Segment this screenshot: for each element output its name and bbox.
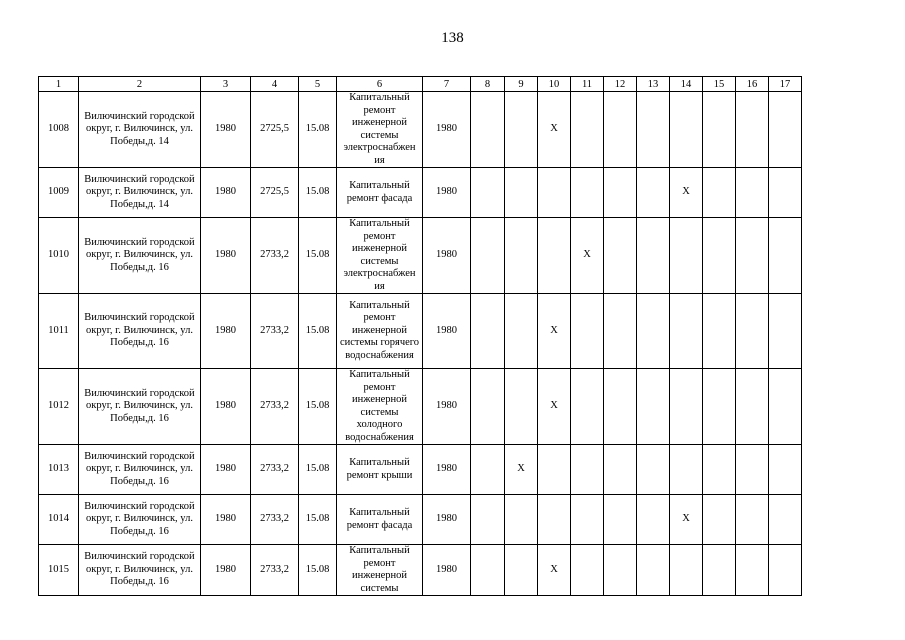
plan-year-cell: 1980 [423,218,471,294]
column-header-12: 12 [604,77,637,92]
row-number-cell: 1010 [39,218,79,294]
work-type-cell: Капитальный ремонт инженерной системы [337,545,423,596]
column-header-15: 15 [703,77,736,92]
empty-cell [736,369,769,445]
empty-cell [637,294,670,369]
empty-cell [505,545,538,596]
empty-cell [769,445,802,495]
column-header-9: 9 [505,77,538,92]
year-built-cell: 1980 [201,495,251,545]
empty-cell [703,495,736,545]
empty-cell [769,294,802,369]
empty-cell [703,168,736,218]
work-type-cell: Капитальный ремонт крыши [337,445,423,495]
year-built-cell: 1980 [201,218,251,294]
empty-cell [571,495,604,545]
empty-cell [769,495,802,545]
empty-cell [703,218,736,294]
empty-cell [604,445,637,495]
column-header-1: 1 [39,77,79,92]
table-row [39,545,802,596]
table-row [39,445,802,495]
empty-cell [604,369,637,445]
address-cell: Вилючинский городской округ, г. Вилючинск, ул. Победы,д. 14 [79,92,201,168]
empty-cell [703,369,736,445]
empty-cell [604,218,637,294]
empty-cell [637,495,670,545]
empty-cell [703,545,736,596]
row-number-cell: 1012 [39,369,79,445]
empty-cell [769,92,802,168]
table-row [39,369,802,445]
empty-cell [736,92,769,168]
empty-cell [604,294,637,369]
address-cell: Вилючинский городской округ, г. Вилючинск, ул. Победы,д. 16 [79,445,201,495]
table-row [39,495,802,545]
row-number-cell: 1011 [39,294,79,369]
mark-cell: X [538,294,571,369]
empty-cell [571,445,604,495]
row-number-cell: 1009 [39,168,79,218]
date-cell: 15.08 [299,495,337,545]
empty-cell [670,369,703,445]
date-cell: 15.08 [299,445,337,495]
empty-cell [505,369,538,445]
plan-year-cell: 1980 [423,369,471,445]
column-header-5: 5 [299,77,337,92]
empty-cell [736,168,769,218]
column-header-7: 7 [423,77,471,92]
table-body [39,92,802,596]
empty-cell [604,545,637,596]
empty-cell [670,92,703,168]
empty-cell [471,294,505,369]
empty-cell [505,92,538,168]
empty-cell [538,218,571,294]
column-header-16: 16 [736,77,769,92]
empty-cell [670,294,703,369]
empty-cell [538,168,571,218]
empty-cell [505,168,538,218]
area-cell: 2725,5 [251,92,299,168]
column-header-17: 17 [769,77,802,92]
date-cell: 15.08 [299,218,337,294]
empty-cell [571,168,604,218]
mark-cell: X [538,545,571,596]
empty-cell [471,168,505,218]
area-cell: 2733,2 [251,545,299,596]
header-row [39,77,802,92]
date-cell: 15.08 [299,545,337,596]
empty-cell [571,545,604,596]
table-row [39,168,802,218]
area-cell: 2725,5 [251,168,299,218]
empty-cell [769,545,802,596]
column-header-11: 11 [571,77,604,92]
work-type-cell: Капитальный ремонт фасада [337,495,423,545]
work-type-cell: Капитальный ремонт фасада [337,168,423,218]
mark-cell: X [571,218,604,294]
empty-cell [637,445,670,495]
address-cell: Вилючинский городской округ, г. Вилючинск, ул. Победы,д. 14 [79,168,201,218]
empty-cell [736,294,769,369]
year-built-cell: 1980 [201,92,251,168]
date-cell: 15.08 [299,168,337,218]
empty-cell [769,218,802,294]
area-cell: 2733,2 [251,294,299,369]
column-header-13: 13 [637,77,670,92]
work-type-cell: Капитальный ремонт инженерной системы электроснабжен ия [337,92,423,168]
empty-cell [736,218,769,294]
row-number-cell: 1008 [39,92,79,168]
empty-cell [736,445,769,495]
empty-cell [505,218,538,294]
mark-cell: X [505,445,538,495]
empty-cell [471,495,505,545]
area-cell: 2733,2 [251,445,299,495]
empty-cell [471,545,505,596]
table-row [39,294,802,369]
empty-cell [703,445,736,495]
column-header-6: 6 [337,77,423,92]
column-header-4: 4 [251,77,299,92]
address-cell: Вилючинский городской округ, г. Вилючинск, ул. Победы,д. 16 [79,218,201,294]
year-built-cell: 1980 [201,294,251,369]
column-header-2: 2 [79,77,201,92]
plan-year-cell: 1980 [423,545,471,596]
empty-cell [571,369,604,445]
empty-cell [471,92,505,168]
empty-cell [637,218,670,294]
work-type-cell: Капитальный ремонт инженерной системы горячего водоснабжения [337,294,423,369]
mark-cell: X [670,495,703,545]
empty-cell [604,168,637,218]
row-number-cell: 1013 [39,445,79,495]
empty-cell [604,495,637,545]
empty-cell [670,545,703,596]
empty-cell [637,369,670,445]
empty-cell [670,218,703,294]
row-number-cell: 1014 [39,495,79,545]
row-number-cell: 1015 [39,545,79,596]
year-built-cell: 1980 [201,168,251,218]
table-row [39,218,802,294]
empty-cell [471,369,505,445]
empty-cell [571,294,604,369]
empty-cell [703,294,736,369]
table-row [39,92,802,168]
empty-cell [505,495,538,545]
empty-cell [736,495,769,545]
empty-cell [637,545,670,596]
empty-cell [736,545,769,596]
work-type-cell: Капитальный ремонт инженерной системы холодного водоснабжения [337,369,423,445]
empty-cell [637,168,670,218]
empty-cell [538,495,571,545]
empty-cell [505,294,538,369]
year-built-cell: 1980 [201,545,251,596]
date-cell: 15.08 [299,294,337,369]
plan-year-cell: 1980 [423,168,471,218]
plan-year-cell: 1980 [423,495,471,545]
empty-cell [471,445,505,495]
address-cell: Вилючинский городской округ, г. Вилючинск, ул. Победы,д. 16 [79,545,201,596]
column-header-8: 8 [471,77,505,92]
mark-cell: X [670,168,703,218]
date-cell: 15.08 [299,92,337,168]
date-cell: 15.08 [299,369,337,445]
area-cell: 2733,2 [251,369,299,445]
empty-cell [769,369,802,445]
empty-cell [703,92,736,168]
area-cell: 2733,2 [251,495,299,545]
mark-cell: X [538,369,571,445]
plan-year-cell: 1980 [423,294,471,369]
plan-year-cell: 1980 [423,92,471,168]
address-cell: Вилючинский городской округ, г. Вилючинск, ул. Победы,д. 16 [79,495,201,545]
empty-cell [571,92,604,168]
column-header-14: 14 [670,77,703,92]
column-header-3: 3 [201,77,251,92]
address-cell: Вилючинский городской округ, г. Вилючинск, ул. Победы,д. 16 [79,369,201,445]
registry-table [38,76,802,596]
page-number: 138 [441,30,464,46]
empty-cell [471,218,505,294]
empty-cell [538,445,571,495]
mark-cell: X [538,92,571,168]
year-built-cell: 1980 [201,369,251,445]
column-header-10: 10 [538,77,571,92]
area-cell: 2733,2 [251,218,299,294]
empty-cell [637,92,670,168]
year-built-cell: 1980 [201,445,251,495]
work-type-cell: Капитальный ремонт инженерной системы электроснабжен ия [337,218,423,294]
empty-cell [604,92,637,168]
plan-year-cell: 1980 [423,445,471,495]
empty-cell [670,445,703,495]
empty-cell [769,168,802,218]
address-cell: Вилючинский городской округ, г. Вилючинск, ул. Победы,д. 16 [79,294,201,369]
